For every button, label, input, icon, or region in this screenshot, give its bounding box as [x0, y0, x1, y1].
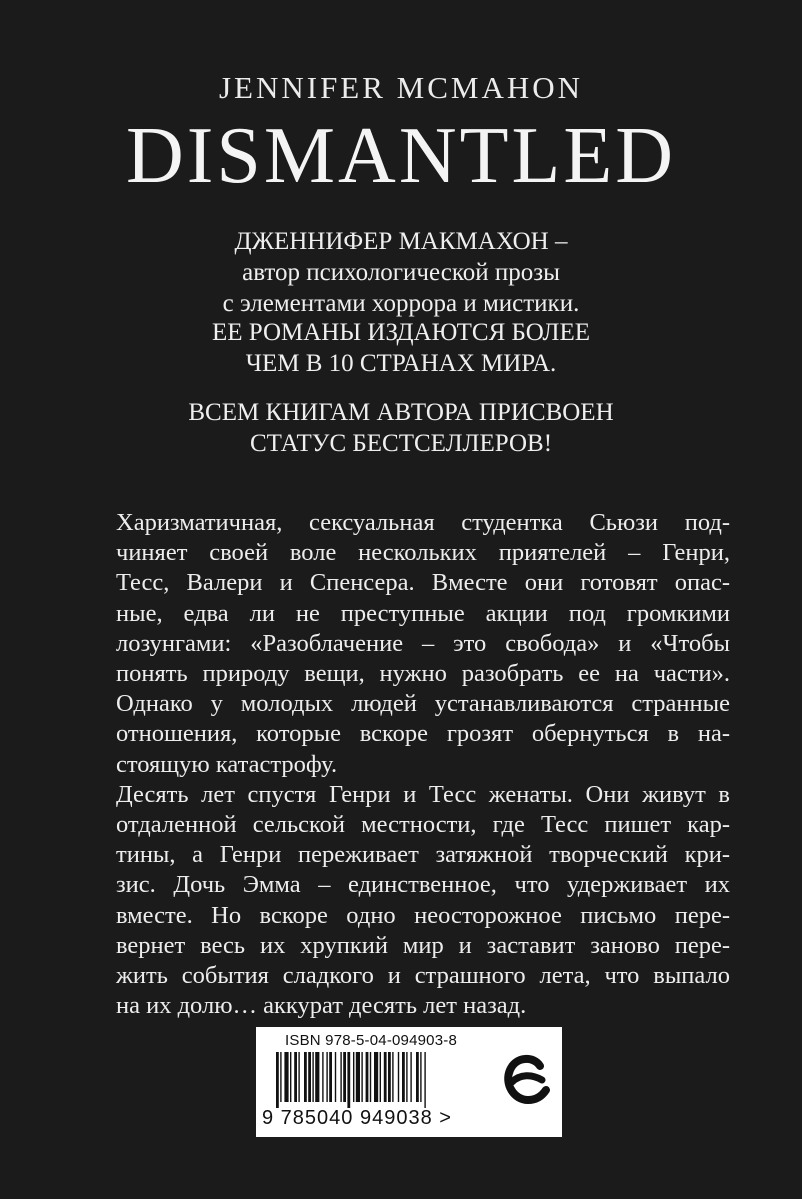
blurb-line: автор психологической прозы: [242, 259, 560, 286]
description-line: понять природу вещи, нужно разобрать ее на части».: [116, 660, 730, 688]
description-line: вместе. Но вскоре одно неосторожное письмо пере-: [116, 901, 730, 929]
description-line: отдаленной сельской местности, где Тесс пишет кар-: [116, 811, 730, 839]
book-description: [116, 508, 730, 1021]
blurb-line: ЕЕ РОМАНЫ ИЗДАЮТСЯ БОЛЕЕ: [211, 319, 591, 346]
blurb-line: ДЖЕННИФЕР МАКМАХОН –: [234, 228, 568, 255]
blurb-line: СТАТУС БЕСТСЕЛЛЕРОВ!: [249, 430, 553, 457]
description-line: вернет весь их хрупкий мир и заставит заново пере-: [116, 931, 730, 959]
blurb-author-intro: [0, 226, 802, 319]
barcode-icon: [276, 1052, 472, 1108]
isbn-number: ISBN 978-5-04-094903-8: [285, 1032, 458, 1049]
description-line: отношения, которые вскоре грозят обернуться в на-: [116, 720, 730, 748]
description-line: зис. Дочь Эмма – единственное, что удерживает их: [116, 871, 730, 899]
description-line: ные, едва ли не преступные акции под громкими: [116, 599, 730, 627]
description-line: лозунгами: «Разоблачение – это свобода» и «Чтобы: [116, 629, 730, 657]
description-line: Десять лет спустя Генри и Тесс женаты. Они живут в: [116, 780, 730, 808]
description-line: Харизматичная, сексуальная студентка Сьюзи под-: [116, 509, 730, 536]
description-line: чиняет своей воле нескольких приятелей – Генри,: [116, 539, 730, 567]
description-line: Тесс, Валери и Спенсера. Вместе они готовят опас-: [116, 569, 730, 597]
description-line: жить события сладкого и страшного лета, что выпало: [116, 962, 730, 990]
eksmo-logo-icon: [500, 1046, 556, 1118]
description-line: тины, а Генри переживает затяжной творческий кри-: [116, 841, 730, 869]
blurb-line: ВСЕМ КНИГАМ АВТОРА ПРИСВОЕН: [188, 399, 614, 426]
description-line: стоящую катастрофу.: [116, 750, 338, 778]
ean-digits: 9 785040 949038 >: [262, 1107, 452, 1129]
blurb-line: ЧЕМ В 10 СТРАНАХ МИРА.: [245, 350, 557, 377]
blurb-bestsellers: [0, 397, 802, 459]
blurb-countries: [0, 317, 802, 379]
description-line: на их долю… аккурат десять лет назад.: [116, 992, 527, 1020]
description-line: Однако у молодых людей устанавливаются странные: [116, 690, 730, 718]
book-title: DISMANTLED: [126, 112, 676, 200]
blurb-line: с элементами хоррора и мистики.: [222, 290, 580, 317]
author-name: JENNIFER MCMAHON: [218, 70, 584, 105]
